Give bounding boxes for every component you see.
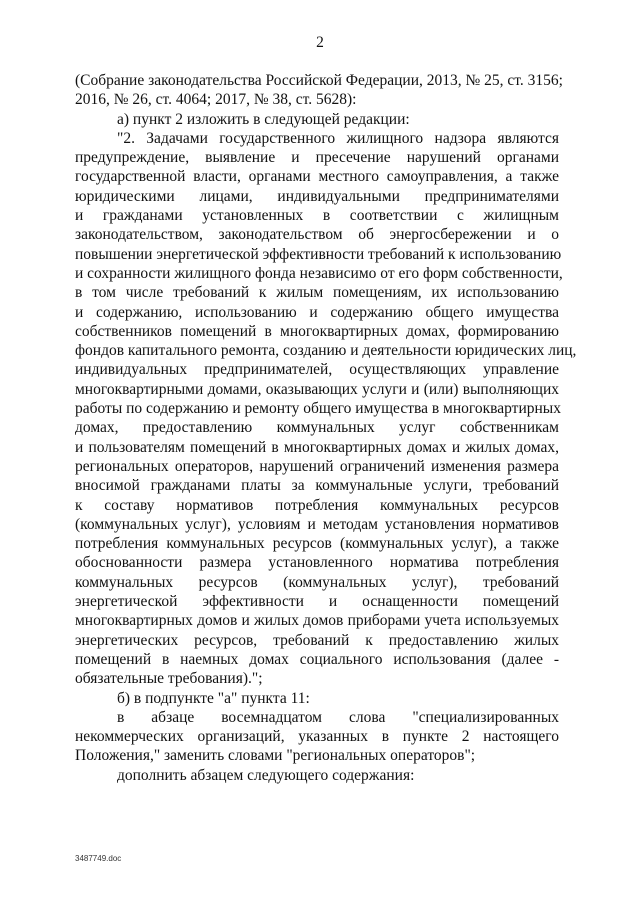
text-line: в абзаце восемнадцатом слова "специализированных <box>117 708 559 726</box>
text-line: государственной власти, органами местного самоуправления, а также <box>75 168 559 186</box>
text-line: и содержанию, использованию и содержанию общего имущества <box>75 303 559 321</box>
text-line: к составу нормативов потребления коммунальных ресурсов <box>75 496 559 514</box>
text-line: помещений в наемных домах социального использования (далее - <box>75 650 559 668</box>
text-line: законодательством, законодательством об энергосбережении и о <box>75 226 559 244</box>
text-line: юридическими лицами, индивидуальными предпринимателями <box>75 187 559 205</box>
text-line: вносимой гражданами платы за коммунальные услуги, требований <box>75 477 559 495</box>
text-line: 2016, № 26, ст. 4064; 2017, № 38, ст. 5628): <box>75 91 357 109</box>
document-body <box>75 71 577 785</box>
text-line: "2. Задачами государственного жилищного надзора являются <box>117 129 559 147</box>
text-line: повышении энергетической эффективности требований к использованию <box>75 245 562 263</box>
text-line: Положения," заменить словами "региональных операторов"; <box>75 747 476 765</box>
text-line: многоквартирными домами, оказывающих услуги и (или) выполняющих <box>75 380 559 398</box>
text-line: индивидуальных предпринимателей, осуществляющих управление <box>75 361 559 379</box>
text-line: региональных операторов, нарушений ограничений изменения размера <box>75 457 559 475</box>
text-line: (коммунальных услуг), условиям и методам установления нормативов <box>75 515 559 533</box>
text-line: и гражданами установленных в соответствии с жилищным <box>75 207 559 225</box>
text-line: в том числе требований к жилым помещениям, их использованию <box>75 284 559 302</box>
text-line: а) пункт 2 изложить в следующей редакции: <box>117 110 410 128</box>
text-line: коммунальных ресурсов (коммунальных услуг), требований <box>75 573 559 591</box>
text-line: собственников помещений в многоквартирных домах, формированию <box>75 322 559 340</box>
text-line: многоквартирных домов и жилых домов приборами учета используемых <box>75 612 559 630</box>
text-line: (Собрание законодательства Российской Федерации, 2013, № 25, ст. 3156; <box>75 72 563 89</box>
text-line: домах, предоставлению коммунальных услуг собственникам <box>75 419 559 437</box>
text-line: некоммерческих организаций, указанных в пункте 2 настоящего <box>75 728 559 746</box>
text-line: обоснованности размера установленного норматива потребления <box>75 554 559 572</box>
text-line: и пользователям помещений в многоквартирных домах и жилых домах, <box>75 438 559 456</box>
text-line: дополнить абзацем следующего содержания: <box>117 766 415 784</box>
text-line: б) в подпункте "а" пункта 11: <box>117 689 310 707</box>
text-line: энергетической эффективности и оснащенности помещений <box>75 593 559 611</box>
text-line: энергетических ресурсов, требований к предоставлению жилых <box>75 631 559 649</box>
text-line: и сохранности жилищного фонда независимо от его форм собственности, <box>75 264 563 282</box>
footer-filename: 3487749.doc <box>75 854 122 863</box>
text-line: потребления коммунальных ресурсов (коммунальных услуг), а также <box>75 535 559 553</box>
text-line: работы по содержанию и ремонту общего имущества в многоквартирных <box>75 400 561 418</box>
text-line: фондов капитального ремонта, созданию и деятельности юридических лиц, <box>75 342 577 360</box>
text-line: предупреждение, выявление и пресечение нарушений органами <box>75 149 559 167</box>
page-number: 2 <box>316 34 324 51</box>
text-line: обязательные требования)."; <box>75 670 263 688</box>
